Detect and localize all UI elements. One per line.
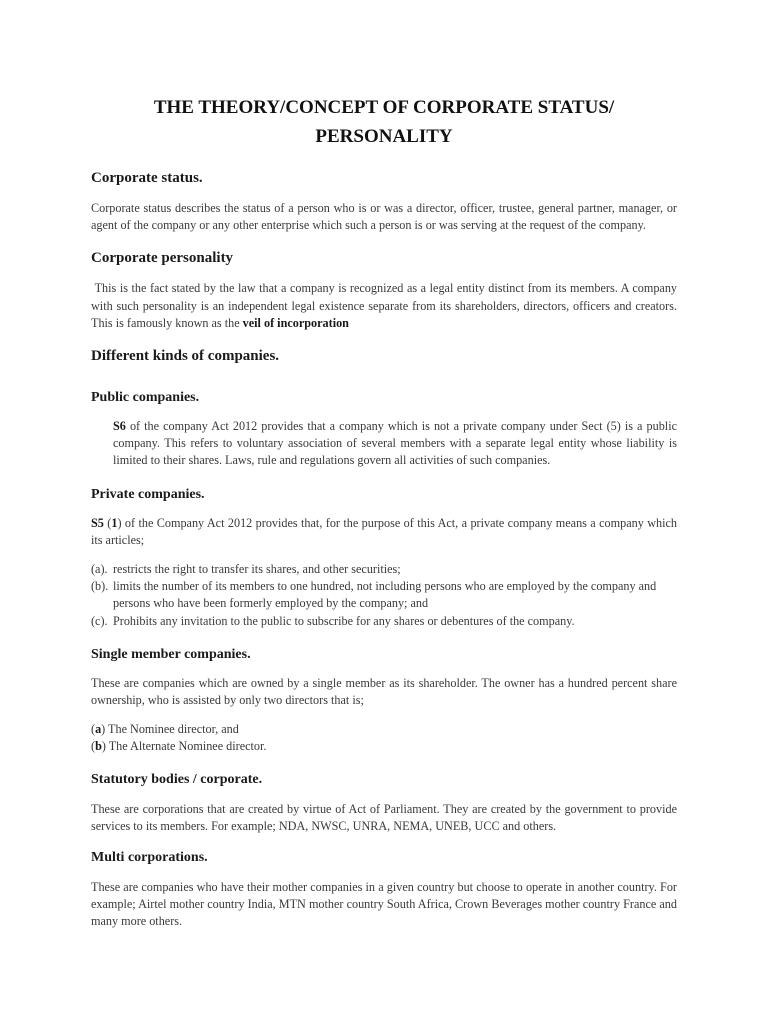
- list-item: [91, 721, 677, 738]
- list-item-text: The Nominee director, and: [105, 722, 239, 737]
- corporate-personality-paragraph: [91, 280, 681, 332]
- public-companies-heading: Public companies.: [91, 390, 200, 406]
- list-item-text: Prohibits any invitation to the public to subscribe for any shares or debentures of the company.: [113, 613, 575, 628]
- single-member-directors: [91, 721, 677, 755]
- single-member-paragraph: These are companies which are owned by a single member as its shareholder. The owner has a hundred percent share ownership, who is assisted by only two directors that is;: [91, 675, 677, 708]
- paren-open: (: [91, 722, 96, 737]
- list-item-text: limits the number of its members to one hundred, not including persons who are employed by the company and persons who have been formerly employed by the company; and: [113, 579, 657, 611]
- list-marker: (b).: [91, 579, 109, 594]
- corporate-status-heading: Corporate status.: [91, 170, 203, 186]
- single-member-heading: Single member companies.: [91, 646, 251, 662]
- paren-open: (: [91, 739, 96, 754]
- private-companies-paragraph: [91, 515, 677, 549]
- list-item: [91, 738, 677, 755]
- multi-corporations-paragraph: These are companies who have their mother companies in a given country but choose to operate in another country. For example; Airtel mother country India, MTN mother country South Africa, Crown Beverages mother country France and many more others.: [91, 880, 677, 929]
- title-line-2: PERSONALITY: [315, 126, 453, 147]
- public-companies-text: of the company Act 2012 provides that a company which is not a private company under Sect (5) is a public company. This refers to voluntary association of several members with a separate legal entity whose liability is limited to their shares. Laws, rule and regulations govern all activities of such companies.: [113, 419, 677, 468]
- private-companies-heading: Private companies.: [91, 486, 205, 502]
- list-item-text: restricts the right to transfer its shares, and other securities;: [113, 562, 401, 577]
- list-item-text: The Alternate Nominee director.: [105, 739, 267, 754]
- private-articles-list: [91, 561, 677, 630]
- list-marker: (c).: [91, 613, 108, 628]
- statutory-bodies-paragraph: These are corporations that are created by virtue of Act of Parliament. They are created by the government to provide services to its members. For example; NDA, NWSC, UNRA, NEMA, UNEB, UCC and others.: [91, 801, 677, 833]
- corporate-personality-text: This is the fact stated by the law that a company is recognized as a legal entity distinct from its members. A company with such personality is an independent legal existence separate from its shareholders, directors, officers and creators. This is famously known as the: [91, 281, 681, 330]
- multi-corporations-heading: Multi corporations.: [91, 850, 208, 866]
- private-subsection-ref: 1: [111, 515, 118, 530]
- veil-of-incorporation-term: veil of incorporation: [242, 315, 349, 330]
- paren-close: ): [101, 739, 106, 754]
- corporate-personality-heading: Corporate personality: [91, 250, 234, 267]
- list-marker: (a).: [91, 562, 108, 577]
- list-item: [91, 561, 677, 578]
- item-letter: b: [95, 739, 102, 754]
- item-letter: a: [95, 722, 102, 737]
- private-companies-text: ) of the Company Act 2012 provides that, for the purpose of this Act, a private company means a company which its articles;: [91, 515, 677, 547]
- title-line-1: THE THEORY/CONCEPT OF CORPORATE STATUS/: [153, 97, 615, 118]
- private-section-ref: S5: [91, 515, 104, 530]
- list-item: [91, 578, 677, 612]
- public-section-ref: S6: [113, 419, 126, 434]
- statutory-bodies-heading: Statutory bodies / corporate.: [91, 771, 263, 787]
- public-companies-paragraph: [91, 418, 677, 470]
- paren-close: ): [101, 722, 106, 737]
- document-title: [91, 93, 677, 151]
- kinds-of-companies-heading: Different kinds of companies.: [91, 348, 280, 365]
- corporate-status-paragraph: Corporate status describes the status of a person who is or was a director, officer, trustee, general partner, manager, or agent of the company or any other enterprise which such a person is or was serving at the request of the company.: [91, 201, 677, 233]
- private-paren-open: (: [103, 515, 112, 530]
- list-item: [91, 613, 677, 630]
